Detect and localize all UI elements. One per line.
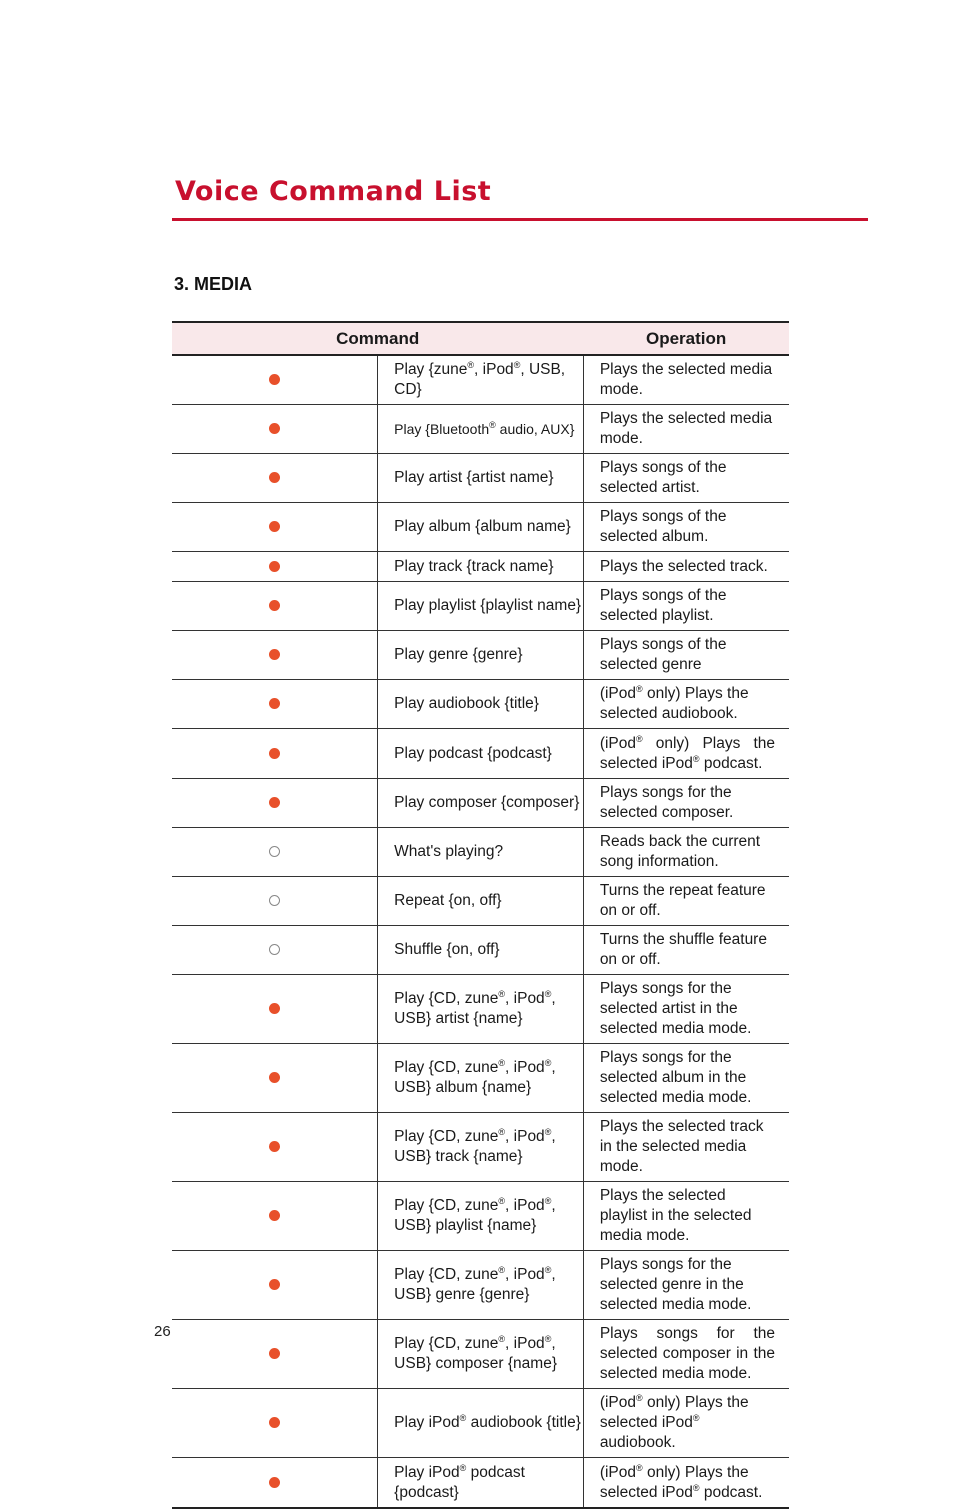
filled-circle-icon (269, 748, 280, 759)
filled-circle-icon (269, 423, 280, 434)
section-heading: 3. MEDIA (174, 274, 253, 294)
marker-cell (172, 355, 378, 405)
table-body (172, 355, 789, 1508)
operation-column-header: Operation (583, 322, 789, 355)
filled-circle-icon (269, 521, 280, 532)
operation-cell: Plays songs of the selected album. (583, 503, 789, 552)
filled-circle-icon (269, 1348, 280, 1359)
table-row (172, 877, 789, 926)
command-cell: What's playing? (378, 828, 584, 877)
operation-cell: Reads back the current song information. (583, 828, 789, 877)
filled-circle-icon (269, 561, 280, 572)
command-cell: Play {CD, zune®, iPod®, USB} track {name} (378, 1113, 584, 1182)
command-cell: Play audiobook {title} (378, 680, 584, 729)
command-cell: Play iPod® audiobook {title} (378, 1389, 584, 1458)
marker-cell (172, 877, 378, 926)
table-row (172, 355, 789, 405)
command-cell: Play {Bluetooth® audio, AUX} (378, 405, 584, 454)
marker-cell (172, 828, 378, 877)
operation-cell: Plays songs for the selected genre in the selected media mode. (583, 1251, 789, 1320)
filled-circle-icon (269, 797, 280, 808)
table-row (172, 582, 789, 631)
command-cell: Repeat {on, off} (378, 877, 584, 926)
command-cell: Play {CD, zune®, iPod®, USB} playlist {name} (378, 1182, 584, 1251)
operation-cell: Plays songs of the selected genre (583, 631, 789, 680)
table-row (172, 1113, 789, 1182)
command-cell: Play album {album name} (378, 503, 584, 552)
table-row (172, 503, 789, 552)
command-column-header: Command (172, 322, 583, 355)
operation-cell: (iPod® only) Plays the selected iPod® podcast. (583, 729, 789, 779)
table-row (172, 454, 789, 503)
marker-cell (172, 582, 378, 631)
marker-cell (172, 975, 378, 1044)
marker-cell (172, 1044, 378, 1113)
command-cell: Play {CD, zune®, iPod®, USB} genre {genre} (378, 1251, 584, 1320)
command-cell: Play track {track name} (378, 552, 584, 582)
filled-circle-icon (269, 1141, 280, 1152)
marker-cell (172, 680, 378, 729)
table-row (172, 729, 789, 779)
table-row (172, 680, 789, 729)
filled-circle-icon (269, 1210, 280, 1221)
filled-circle-icon (269, 1003, 280, 1014)
table-row (172, 405, 789, 454)
page-title: Voice Command List (175, 176, 492, 207)
marker-cell (172, 1182, 378, 1251)
command-cell: Play {CD, zune®, iPod®, USB} artist {name} (378, 975, 584, 1044)
open-circle-icon (269, 846, 280, 857)
operation-cell: (iPod® only) Plays the selected iPod® podcast. (583, 1458, 789, 1509)
operation-cell: Plays the selected track in the selected media mode. (583, 1113, 789, 1182)
operation-cell: Plays songs of the selected artist. (583, 454, 789, 503)
table-row (172, 1044, 789, 1113)
command-cell: Play genre {genre} (378, 631, 584, 680)
filled-circle-icon (269, 1279, 280, 1290)
operation-cell: Turns the shuffle feature on or off. (583, 926, 789, 975)
marker-cell (172, 729, 378, 779)
command-cell: Play playlist {playlist name} (378, 582, 584, 631)
table-header-row (172, 322, 789, 355)
operation-cell: (iPod® only) Plays the selected iPod® audiobook. (583, 1389, 789, 1458)
table-row (172, 926, 789, 975)
marker-cell (172, 1320, 378, 1389)
page-number: 26 (154, 1323, 171, 1340)
table-row (172, 552, 789, 582)
operation-cell: Plays the selected media mode. (583, 405, 789, 454)
marker-cell (172, 631, 378, 680)
open-circle-icon (269, 895, 280, 906)
operation-cell: Plays songs for the selected album in the selected media mode. (583, 1044, 789, 1113)
voice-command-table (172, 321, 789, 1509)
filled-circle-icon (269, 698, 280, 709)
table-row (172, 631, 789, 680)
marker-cell (172, 1458, 378, 1509)
marker-cell (172, 503, 378, 552)
operation-cell: Turns the repeat feature on or off. (583, 877, 789, 926)
command-cell: Play artist {artist name} (378, 454, 584, 503)
operation-cell: Plays the selected media mode. (583, 355, 789, 405)
command-cell: Shuffle {on, off} (378, 926, 584, 975)
marker-cell (172, 454, 378, 503)
table-row (172, 1389, 789, 1458)
marker-cell (172, 1113, 378, 1182)
operation-cell: Plays songs of the selected playlist. (583, 582, 789, 631)
table-row (172, 1320, 789, 1389)
open-circle-icon (269, 944, 280, 955)
command-cell: Play {CD, zune®, iPod®, USB} composer {name} (378, 1320, 584, 1389)
marker-cell (172, 1251, 378, 1320)
filled-circle-icon (269, 472, 280, 483)
operation-cell: Plays the selected track. (583, 552, 789, 582)
table-row (172, 975, 789, 1044)
command-cell: Play {CD, zune®, iPod®, USB} album {name} (378, 1044, 584, 1113)
command-cell: Play podcast {podcast} (378, 729, 584, 779)
filled-circle-icon (269, 600, 280, 611)
filled-circle-icon (269, 1417, 280, 1428)
operation-cell: (iPod® only) Plays the selected audiobook. (583, 680, 789, 729)
operation-cell: Plays the selected playlist in the selected media mode. (583, 1182, 789, 1251)
filled-circle-icon (269, 649, 280, 660)
filled-circle-icon (269, 1072, 280, 1083)
marker-cell (172, 405, 378, 454)
filled-circle-icon (269, 1477, 280, 1488)
table-row (172, 1458, 789, 1509)
table-row (172, 1182, 789, 1251)
marker-cell (172, 779, 378, 828)
operation-cell: Plays songs for the selected artist in the selected media mode. (583, 975, 789, 1044)
table-row (172, 1251, 789, 1320)
operation-cell: Plays songs for the selected composer in the selected media mode. (583, 1320, 789, 1389)
filled-circle-icon (269, 374, 280, 385)
command-cell: Play {zune®, iPod®, USB, CD} (378, 355, 584, 405)
command-cell: Play composer {composer} (378, 779, 584, 828)
marker-cell (172, 552, 378, 582)
operation-cell: Plays songs for the selected composer. (583, 779, 789, 828)
marker-cell (172, 926, 378, 975)
table-row (172, 828, 789, 877)
marker-cell (172, 1389, 378, 1458)
command-cell: Play iPod® podcast {podcast} (378, 1458, 584, 1509)
table-row (172, 779, 789, 828)
title-rule (172, 218, 868, 221)
